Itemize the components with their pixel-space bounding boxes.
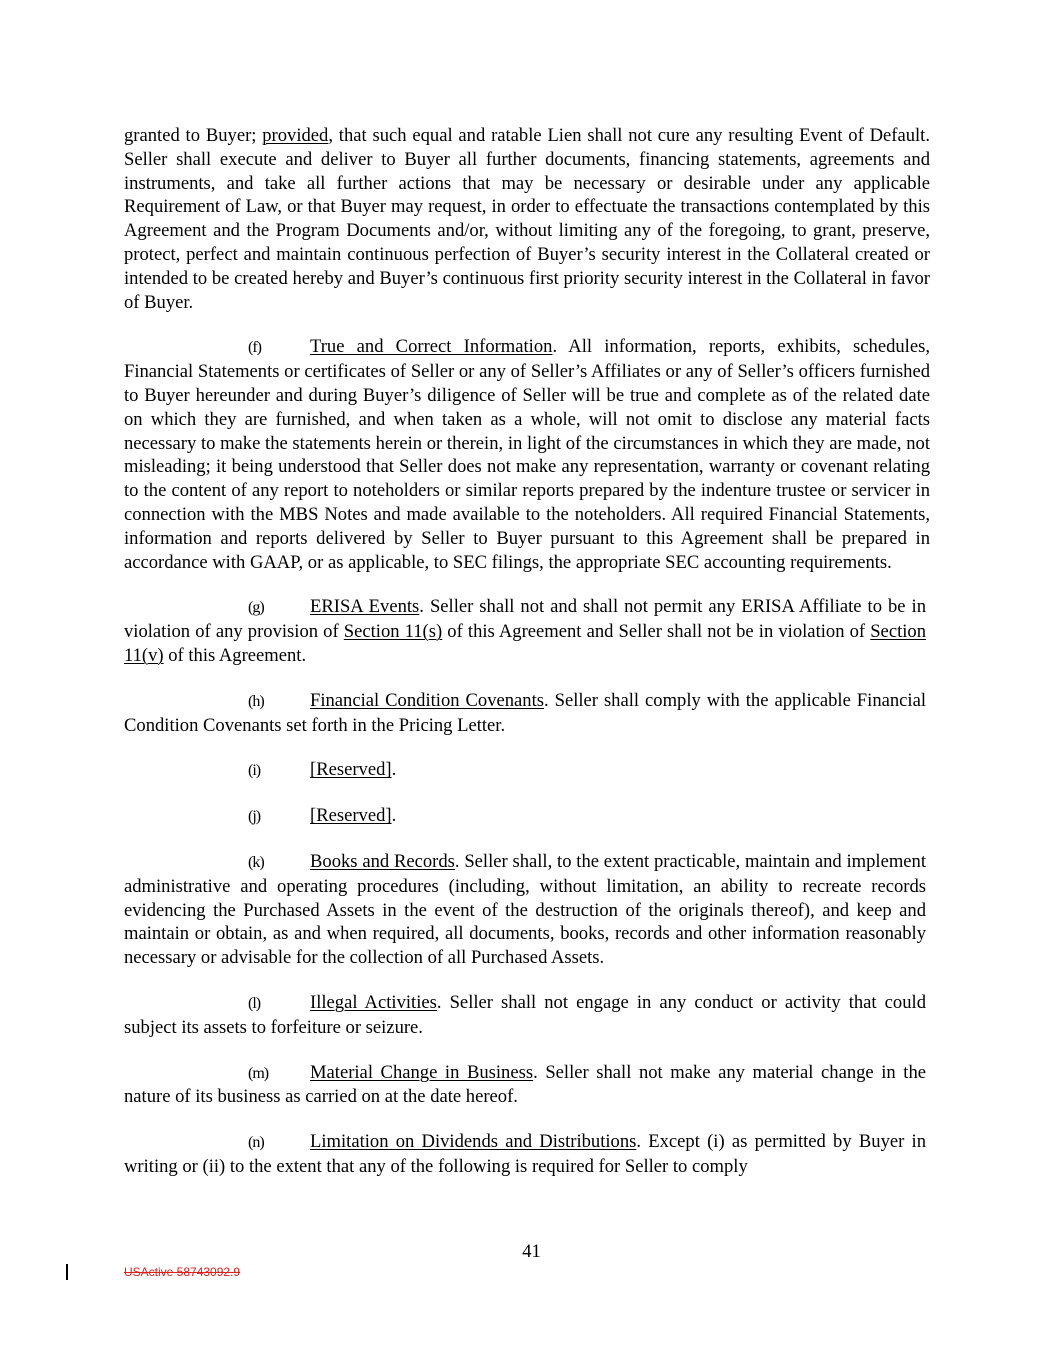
paragraph-text: . Seller shall not engage in any conduct or activity that could subject its assets to forfeiture or seizure. bbox=[124, 991, 926, 1038]
section-reference: Section 11(s) bbox=[343, 621, 443, 643]
section-label: (n) bbox=[248, 1134, 264, 1152]
paragraph-k bbox=[124, 850, 926, 970]
section-label: (i) bbox=[248, 762, 261, 780]
paragraph-text: granted to Buyer; bbox=[124, 125, 263, 146]
section-label: (j) bbox=[248, 808, 261, 826]
paragraph-text: , that such equal and ratable Lien shall not cure any resulting Event of Default. Seller shall execute and deliver to Buyer all further documents, financing statements, agreements and instruments, and take all further actions that may be necessary or desirable under any applicable Requirement of Law, or that Buyer may request, in order to effectuate the transactions contemplated by this Agreement and the Program Documents and/or, without limiting any of the foregoing, to grant, preserve, protect, perfect and maintain continuous perfection of Buyer’s security interest in the Collateral created or intended to be created hereby and Buyer’s continuous first priority security interest in the Collateral in favor of Buyer. bbox=[124, 125, 930, 313]
paragraph-g bbox=[124, 595, 926, 667]
section-label: (f) bbox=[248, 339, 261, 357]
paragraph-text: . Seller shall not make any material change in the nature of its business as carried on at the date hereof. bbox=[124, 1061, 926, 1108]
section-reference: Section 11(v) bbox=[124, 621, 926, 666]
revision-change-bar bbox=[66, 1264, 68, 1280]
section-heading: Limitation on Dividends and Distributions bbox=[310, 1131, 637, 1153]
section-label: (k) bbox=[248, 853, 264, 871]
paragraph-text: of this Agreement. bbox=[163, 644, 307, 666]
section-label: (m) bbox=[248, 1064, 269, 1082]
section-heading: Financial Condition Covenants bbox=[310, 689, 544, 711]
paragraph-j bbox=[124, 804, 926, 829]
paragraph-text: . Seller shall not and shall not permit any ERISA Affiliate to be in violation of any provision of bbox=[124, 596, 926, 643]
paragraph-n bbox=[124, 1130, 926, 1179]
paragraph-f bbox=[124, 335, 930, 574]
section-heading: [Reserved] bbox=[310, 805, 392, 827]
paragraph-i bbox=[124, 758, 926, 783]
paragraph-text: . Seller shall comply with the applicable Financial Condition Covenants set forth in the Pricing Letter. bbox=[124, 689, 926, 736]
section-label: (l) bbox=[248, 994, 261, 1012]
document-body bbox=[124, 124, 930, 1200]
paragraph-text: . Except (i) as permitted by Buyer in writing or (ii) to the extent that any of the following is required for Seller to comply bbox=[124, 1131, 926, 1177]
paragraph-l bbox=[124, 991, 926, 1040]
section-label: (g) bbox=[248, 599, 264, 617]
paragraph-text: of this Agreement and Seller shall not be in violation of bbox=[442, 621, 871, 643]
paragraph-text: . bbox=[391, 805, 397, 827]
provided-term: provided bbox=[262, 125, 329, 146]
paragraph-text: . All information, reports, exhibits, schedules, Financial Statements or certificates of Seller or any of Seller’s Affiliates or any of Seller’s officers furnished to Buyer hereunder and during Buyer’s diligence of Seller will be true and complete as of the related date on which they are furnished, and when taken as a whole, will not omit to disclose any material facts necessary to make the statements herein or therein, in light of the circumstances in which they are made, not misleading; it being understood that Seller does not make any representation, warranty or covenant relating to the content of any report to noteholders or similar reports prepared by the indenture trustee or servicer in connection with the MBS Notes and made available to the noteholders. All required Financial Statements, information and reports delivered by Seller to Buyer pursuant to this Agreement shall be prepared in accordance with GAAP, or as applicable, to SEC filings, the appropriate SEC accounting requirements. bbox=[124, 336, 930, 573]
section-heading: Illegal Activities bbox=[310, 991, 437, 1013]
paragraph-text: . bbox=[391, 759, 397, 781]
paragraph-h bbox=[124, 689, 926, 738]
section-heading: Books and Records bbox=[310, 850, 455, 872]
section-heading: True and Correct Information bbox=[310, 336, 553, 358]
section-heading: Material Change in Business bbox=[310, 1061, 534, 1083]
document-id: USActive 58743092.9 bbox=[124, 1265, 241, 1279]
section-heading: ERISA Events bbox=[310, 596, 420, 618]
section-label: (h) bbox=[248, 692, 264, 710]
paragraph-text: . Seller shall, to the extent practicable, maintain and implement administrative and operating procedures (including, without limitation, an ability to recreate records evidencing the Purchased Assets in the event of the destruction of the originals thereof), and keep and maintain or obtain, as and when required, all documents, books, records and other information reasonably necessary or advisable for the collection of all Purchased Assets. bbox=[124, 850, 926, 969]
paragraph-intro bbox=[124, 124, 930, 314]
page-number: 41 bbox=[522, 1241, 541, 1262]
paragraph-m bbox=[124, 1061, 926, 1110]
section-heading: [Reserved] bbox=[310, 759, 392, 781]
